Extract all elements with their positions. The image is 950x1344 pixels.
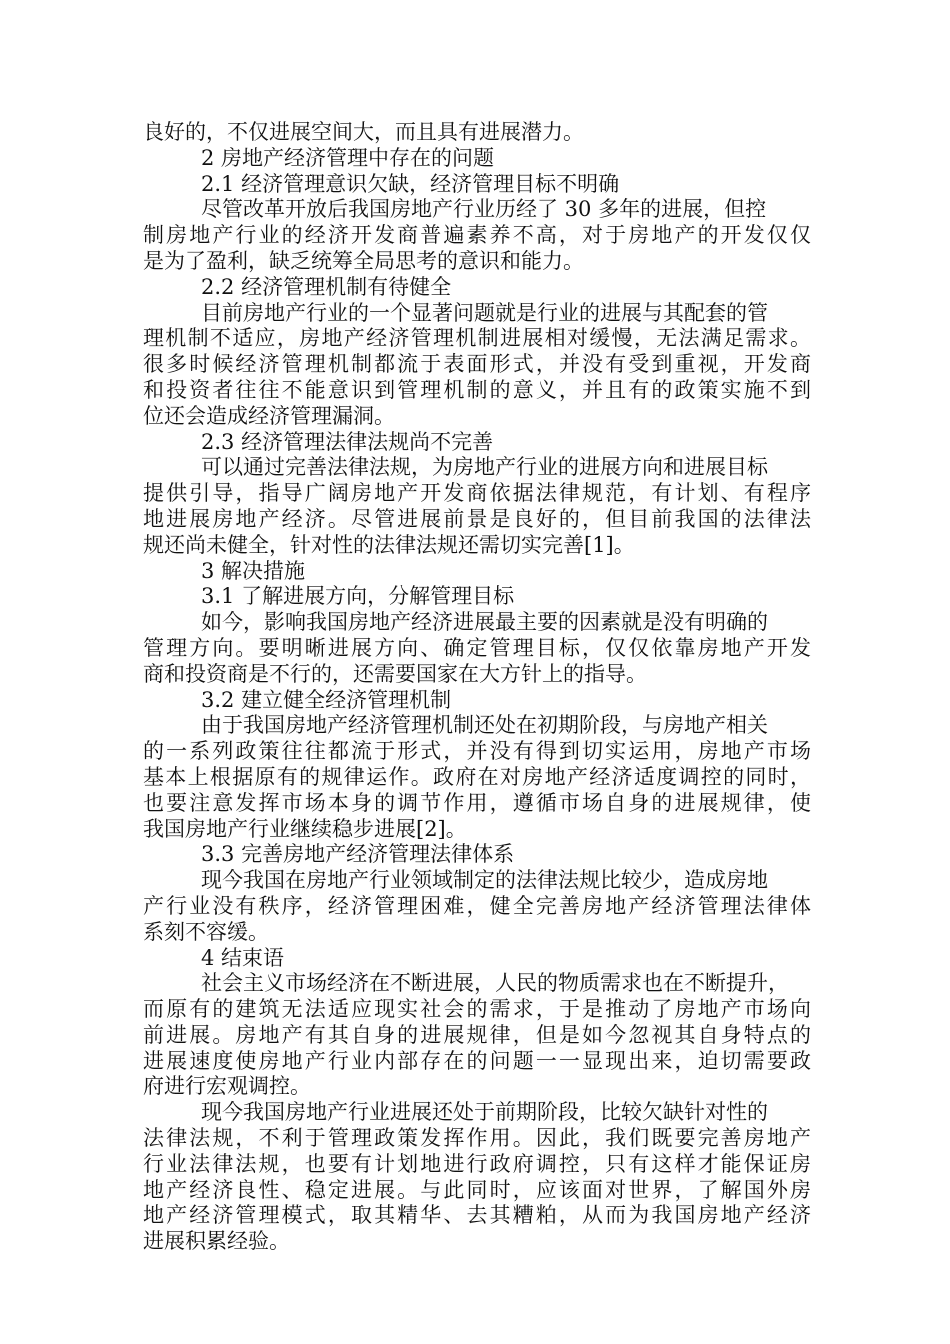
text-line: 也要注意发挥市场本身的调节作用，遵循市场自身的进展规律，使 bbox=[143, 790, 811, 815]
text-line: 3.1 了解进展方向，分解管理目标 bbox=[201, 584, 515, 609]
text-line: 3.3 完善房地产经济管理法律体系 bbox=[201, 842, 515, 867]
text-line: 2.3 经济管理法律法规尚不完善 bbox=[201, 429, 494, 454]
text-line: 现今我国房地产行业进展还处于前期阶段，比较欠缺针对性的 bbox=[201, 1100, 768, 1125]
text-line: 地产经济管理模式，取其精华、去其糟粕，从而为我国房地产经济 bbox=[143, 1203, 811, 1228]
text-line: 地进展房地产经济。尽管进展前景是良好的，但目前我国的法律法 bbox=[143, 506, 811, 531]
text-line: 基本上根据原有的规律运作。政府在对房地产经济适度调控的同时， bbox=[143, 764, 811, 789]
text-line: 系刻不容缓。 bbox=[143, 919, 269, 944]
text-line: 可以通过完善法律法规，为房地产行业的进展方向和进展目标 bbox=[201, 455, 768, 480]
text-line: 提供引导，指导广阔房地产开发商依据法律规范，有计划、有程序 bbox=[143, 481, 811, 506]
text-line: 很多时候经济管理机制都流于表面形式，并没有受到重视，开发商 bbox=[143, 352, 811, 377]
text-line: 制房地产行业的经济开发商普遍素养不高，对于房地产的开发仅仅 bbox=[143, 223, 811, 248]
text-line: 而原有的建筑无法适应现实社会的需求，于是推动了房地产市场向 bbox=[143, 997, 811, 1022]
text-line: 尽管改革开放后我国房地产行业历经了 30 多年的进展，但控 bbox=[201, 197, 767, 222]
text-line: 的一系列政策往往都流于形式，并没有得到切实运用，房地产市场 bbox=[143, 739, 811, 764]
document-body bbox=[143, 120, 811, 1255]
text-line: 2.2 经济管理机制有待健全 bbox=[201, 274, 452, 299]
text-line: 2.1 经济管理意识欠缺，经济管理目标不明确 bbox=[201, 171, 620, 196]
text-line: 管理方向。要明晰进展方向、确定管理目标，仅仅依靠房地产开发 bbox=[143, 635, 811, 660]
text-line: 进展速度使房地产行业内部存在的问题一一显现出来，迫切需要政 bbox=[143, 1048, 811, 1073]
text-line: 由于我国房地产经济管理机制还处在初期阶段，与房地产相关 bbox=[201, 713, 768, 738]
text-line: 我国房地产行业继续稳步进展[2]。 bbox=[143, 816, 467, 841]
text-line: 商和投资商是不行的，还需要国家在大方针上的指导。 bbox=[143, 661, 647, 686]
text-line: 社会主义市场经济在不断进展，人民的物质需求也在不断提升， bbox=[201, 971, 789, 996]
text-line: 地产经济良性、稳定进展。与此同时，应该面对世界，了解国外房 bbox=[143, 1177, 811, 1202]
text-line: 进展积累经验。 bbox=[143, 1229, 290, 1254]
text-line: 3.2 建立健全经济管理机制 bbox=[201, 687, 452, 712]
text-line: 行业法律法规，也要有计划地进行政府调控，只有这样才能保证房 bbox=[143, 1151, 811, 1176]
text-line: 是为了盈利，缺乏统筹全局思考的意识和能力。 bbox=[143, 248, 584, 273]
text-line: 和投资者往往不能意识到管理机制的意义，并且有的政策实施不到 bbox=[143, 377, 811, 402]
text-line: 法律法规，不利于管理政策发挥作用。因此，我们既要完善房地产 bbox=[143, 1126, 811, 1151]
text-line: 规还尚未健全，针对性的法律法规还需切实完善[1]。 bbox=[143, 532, 635, 557]
text-line: 3 解决措施 bbox=[201, 558, 306, 583]
text-line: 2 房地产经济管理中存在的问题 bbox=[201, 145, 495, 170]
text-line: 府进行宏观调控。 bbox=[143, 1074, 311, 1099]
text-line: 如今，影响我国房地产经济进展最主要的因素就是没有明确的 bbox=[201, 610, 768, 635]
text-line: 目前房地产行业的一个显著问题就是行业的进展与其配套的管 bbox=[201, 300, 768, 325]
text-line: 良好的，不仅进展空间大，而且具有进展潜力。 bbox=[143, 120, 584, 144]
text-line: 4 结束语 bbox=[201, 945, 285, 970]
text-line: 理机制不适应，房地产经济管理机制进展相对缓慢，无法满足需求。 bbox=[143, 326, 811, 351]
text-line: 产行业没有秩序，经济管理困难，健全完善房地产经济管理法律体 bbox=[143, 893, 811, 918]
text-line: 前进展。房地产有其自身的进展规律，但是如今忽视其自身特点的 bbox=[143, 1022, 811, 1047]
text-line: 位还会造成经济管理漏洞。 bbox=[143, 403, 395, 428]
text-line: 现今我国在房地产行业领域制定的法律法规比较少，造成房地 bbox=[201, 868, 768, 893]
